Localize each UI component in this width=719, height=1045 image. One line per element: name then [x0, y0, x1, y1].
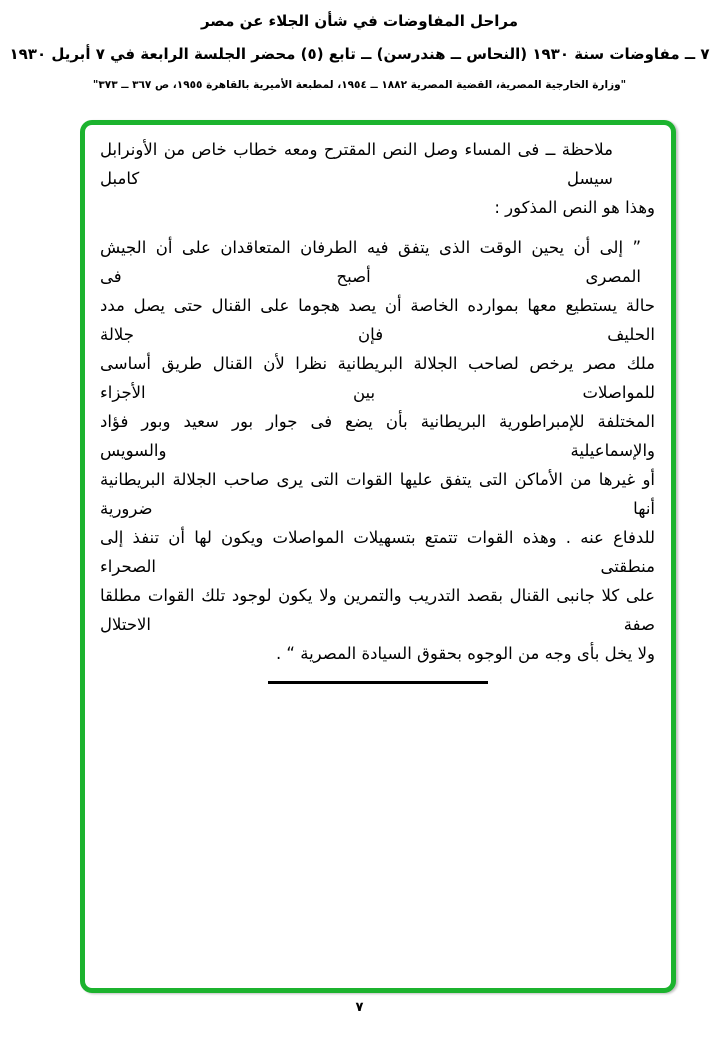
quoted-text-paragraph: [100, 233, 655, 668]
document-title: مراحل المفاوضات في شأن الجلاء عن مصر: [200, 12, 519, 30]
document-subtitle: ٧ ــ مفاوضات سنة ١٩٣٠ (النحاس ــ هندرسن) ــ تابع (٥) محضر الجلسة الرابعة في ٧ أبريل ١٩٣٠: [9, 45, 710, 63]
source-citation: "وزارة الخارجية المصرية، القضية المصرية ١٨٨٢ ــ ١٩٥٤، لمطبعة الأميرية بالقاهرة ١٩٥٥، ص ٣٦٧ ــ ٣٧٣": [92, 79, 627, 91]
page-number: ٧: [355, 1000, 364, 1015]
content-frame: [80, 120, 676, 993]
quote-line: ” إلى أن يحين الوقت الذى يتفق فيه الطرفان المتعاقدان على أن الجيش المصرى أصبح فى: [100, 238, 641, 286]
quote-line: على كلا جانبى القنال بقصد التدريب والتمرين ولا يكون لوجود تلك القوات مطلقا صفة الاحتلال: [100, 586, 655, 634]
quote-line: حالة يستطيع معها بموارده الخاصة أن يصد هجوما على القنال حتى يصل مدد الحليف فإن جلالة: [100, 296, 655, 344]
note-paragraph: [100, 135, 655, 222]
quote-line: أو غيرها من الأماكن التى يتفق عليها القوات التى يرى صاحب الجلالة البريطانية أنها ضرورية: [100, 470, 655, 518]
quote-line: للدفاع عنه . وهذه القوات تتمتع بتسهيلات المواصلات ويكون لها أن تنفذ إلى منطقتى الصحراء: [100, 528, 655, 576]
quote-line: ملك مصر يرخص لصاحب الجلالة البريطانية نظرا لأن القنال طريق أساسى للمواصلات بين الأجزاء: [100, 354, 655, 402]
note-line: ملاحظة ــ فى المساء وصل النص المقترح ومعه خطاب خاص من الأونرابل سيسل كامبل: [100, 140, 613, 188]
note-line: وهذا هو النص المذكور :: [494, 198, 655, 217]
section-divider: [268, 681, 488, 684]
quote-line: المختلفة للإمبراطورية البريطانية بأن يضع فى جوار بور سعيد وبور فؤاد والإسماعيلية والسويس: [100, 412, 655, 460]
quote-line: ولا يخل بأى وجه من الوجوه بحقوق السيادة المصرية “ .: [275, 644, 655, 663]
